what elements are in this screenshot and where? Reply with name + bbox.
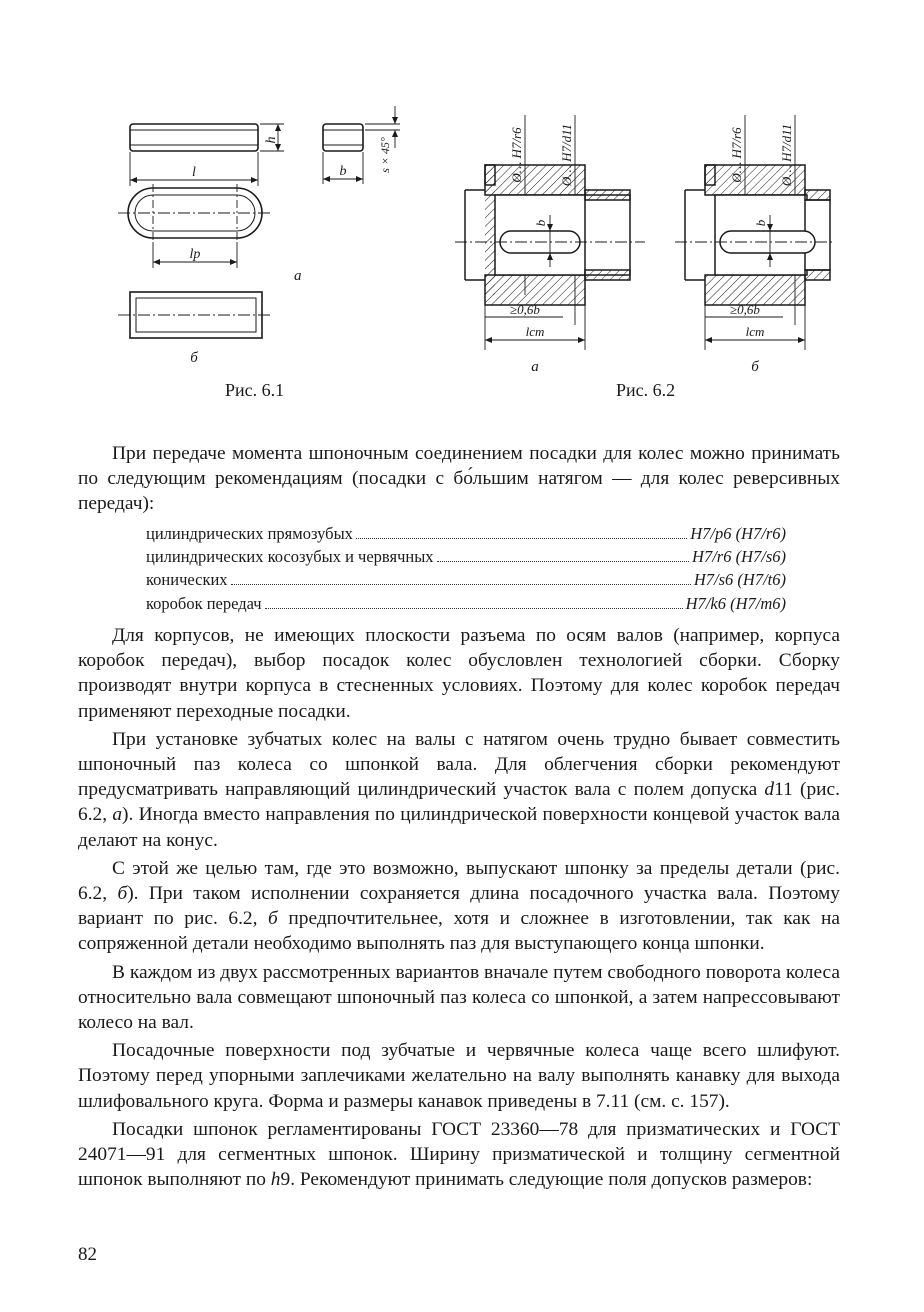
fig1-dim-b: b [339,164,347,179]
figure-6-2-caption: Рис. 6.2 [616,380,676,400]
fig2a-dim-06b: ≥0,6b [510,302,540,317]
paragraph-2: Для корпусов, не имеющих плоскости разъема по осям валов (например, корпуса коробок передач), выбор посадок колес обусловлен технологией сборки. Сборку производят внутри корпуса в стесненных условиях. Поэтому для колес коробок передач применяют переходные посадки. [78,625,840,722]
fig2b-dim-b: b [753,219,768,227]
figure-6-1-caption: Рис. 6.1 [225,380,285,400]
fit-name: цилиндрических косозубых и червячных [146,547,434,567]
fig1-dim-lp: lр [189,247,201,262]
fit-row [146,592,786,615]
fit-value: H7/s6 (H7/t6) [693,570,786,590]
fits-list [146,522,786,615]
fig2b-dim-lst: lст [745,324,765,339]
fig1-label-b: б [190,350,198,366]
fit-value: H7/p6 (H7/r6) [690,524,786,543]
fit-value: H7/r6 (H7/s6) [692,547,786,567]
fit-name: конических [146,570,228,590]
fig1-dim-l: l [192,165,196,180]
fit-row [146,522,786,545]
paragraph-4: С этой же целью там, где это возможно, выпускают шпонку за пределы детали (рис. 6.2, б). При таком исполнении сохраняется длина посадочного участка вала. Поэтому вариант по рис. 6.2, б предпочтительнее, хотя и сложнее в изготовлении, так как на сопряженной детали необходимо выполнять паз для выступающего конца шпонки. [78,857,840,955]
fig1-label-a: а [294,268,302,284]
paragraph-5: В каждом из двух рассмотренных вариантов вначале путем свободного поворота колеса относительно вала совмещают шпоночный паз колеса со шпонкой, а затем напрессовывают колесо на вал. [78,961,840,1034]
fit-name: коробок передач [146,593,262,613]
fig2a-fit-r6: Ø… H7/r6 [509,127,524,183]
fig2a-dim-b: b [533,219,548,227]
fit-row [146,545,786,568]
fit-row [146,568,786,591]
figure-6-2-drawing [455,95,835,380]
figure-6-1-drawing [110,100,410,380]
fig2-label-b: б [751,359,759,375]
figure-6-2 [455,95,835,380]
fit-name: цилиндрических прямозубых [146,524,353,543]
fit-value: H7/k6 (H7/m6) [685,593,786,613]
fig1-dim-chamfer: s × 45° [378,137,392,173]
paragraph-7: Посадки шпонок регламентированы ГОСТ 23360—78 для призматических и ГОСТ 24071—91 для сегментных шпонок. Ширину призматической и толщину сегментной шпонок выполняют по h9. Рекомендуют принимать следующие поля допусков размеров: [78,1118,840,1191]
fig2a-dim-lst: lст [525,324,545,339]
fig1-dim-h: h [264,136,279,144]
fig2b-fit-r6: Ø… H7/r6 [729,127,744,183]
page-number: 82 [78,1244,97,1265]
paragraph-1: При передаче момента шпоночным соединением посадки для колес можно принимать по следующим рекомендациям (посадки с бо́льшим натягом — для колес реверсивных передач): [78,443,840,515]
figure-6-1 [110,100,410,380]
paragraph-intro [78,441,840,517]
fig2b-dim-06b: ≥0,6b [730,302,760,317]
paragraph-6: Посадочные поверхности под зубчатые и червячные колеса чаще всего шлифуют. Поэтому перед упорными заплечиками желательно на валу выполнять канавку для выхода шлифовального круга. Форма и размеры канавок приведены в 7.11 (см. с. 157). [78,1040,840,1112]
fig2-label-a: а [531,359,539,375]
paragraph-3: При установке зубчатых колес на валы с натягом очень трудно бывает совместить шпоночный паз колеса со шпонкой вала. Для облегчения сборки рекомендуют предусматривать направляющий цилиндрический участок вала с полем допуска d11 (рис. 6.2, а). Иногда вместо направления по цилиндрической поверхности концевой участок вала делают на конус. [78,728,840,851]
fig2a-fit-d11: Ø… H7/d11 [559,123,574,187]
fig2b-fit-d11: Ø… H7/d11 [779,123,794,187]
paragraph-body [78,623,840,1192]
